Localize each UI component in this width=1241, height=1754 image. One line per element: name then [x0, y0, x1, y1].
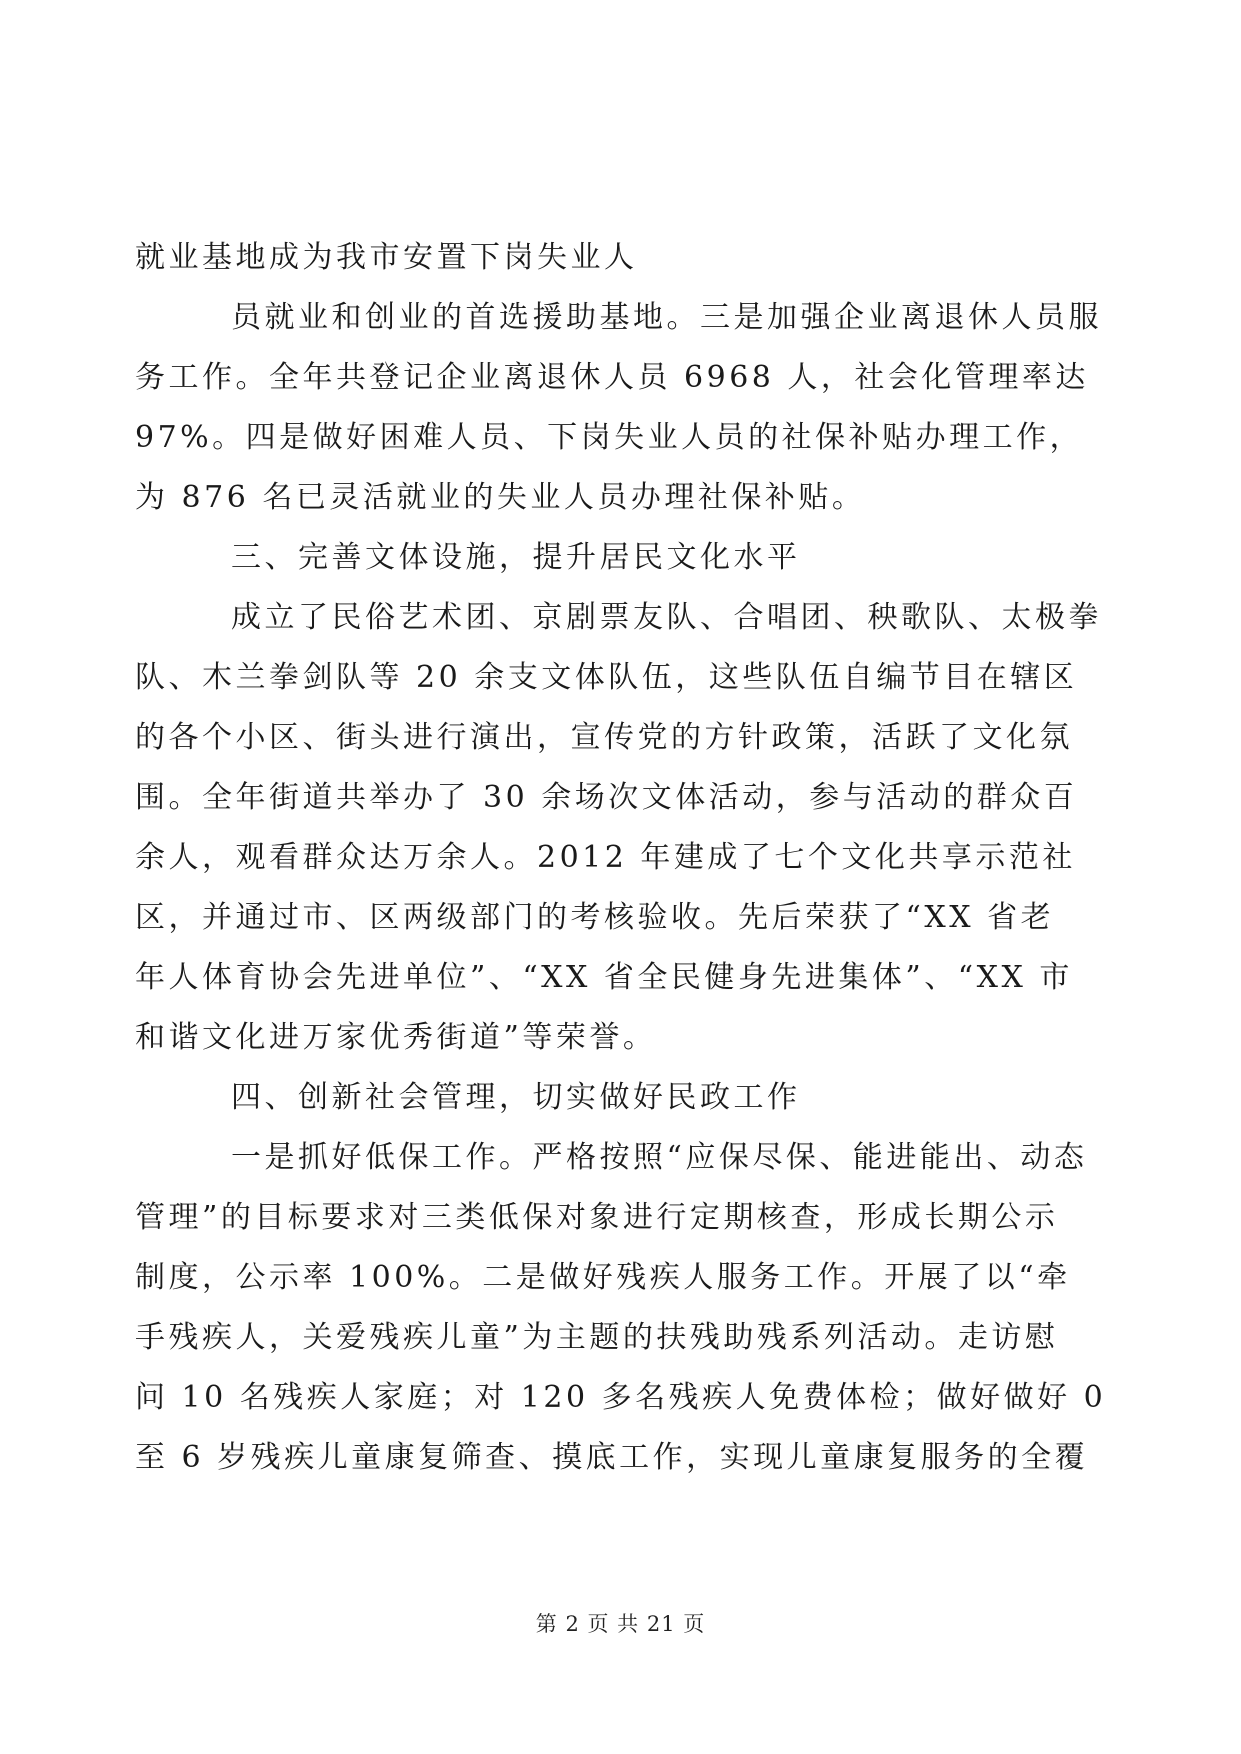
text-line: 为 876 名已灵活就业的失业人员办理社保补贴。	[135, 480, 866, 515]
paragraph-start-line: 员就业和创业的首选援助基地。三是加强企业离退休人员服	[231, 300, 1102, 335]
document-body	[135, 228, 1105, 1488]
text-line: 余人，观看群众达万余人。2012 年建成了七个文化共享示范社	[135, 840, 1076, 875]
text-line: 制度，公示率 100%。二是做好残疾人服务工作。开展了以“牵	[135, 1260, 1071, 1295]
paragraph-start-line: 成立了民俗艺术团、京剧票友队、合唱团、秧歌队、太极拳	[231, 600, 1102, 635]
text-line: 的各个小区、街头进行演出，宣传党的方针政策，活跃了文化氛	[135, 720, 1073, 755]
text-line: 问 10 名残疾人家庭；对 120 多名残疾人免费体检；做好做好 0	[135, 1380, 1107, 1415]
text-line: 围。全年街道共举办了 30 余场次文体活动，参与活动的群众百	[135, 780, 1078, 815]
page-footer: 第 2 页 共 21 页	[535, 1612, 706, 1636]
section-heading-4: 四、创新社会管理，切实做好民政工作	[231, 1080, 801, 1115]
text-line: 区，并通过市、区两级部门的考核验收。先后荣获了“XX 省老	[135, 900, 1055, 935]
text-line: 97%。四是做好困难人员、下岗失业人员的社保补贴办理工作，	[135, 420, 1084, 455]
text-line: 和谐文化进万家优秀街道”等荣誉。	[135, 1020, 657, 1055]
text-line: 至 6 岁残疾儿童康复筛查、摸底工作，实现儿童康复服务的全覆	[135, 1440, 1089, 1475]
text-line: 队、木兰拳剑队等 20 余支文体队伍，这些队伍自编节目在辖区	[135, 660, 1078, 695]
text-line: 管理”的目标要求对三类低保对象进行定期核查，形成长期公示	[135, 1200, 1059, 1235]
section-heading-3: 三、完善文体设施，提升居民文化水平	[231, 540, 801, 575]
text-line: 就业基地成为我市安置下岗失业人	[135, 240, 638, 275]
text-line: 手残疾人，关爱残疾儿童”为主题的扶残助残系列活动。走访慰	[135, 1320, 1059, 1355]
paragraph-start-line: 一是抓好低保工作。严格按照“应保尽保、能进能出、动态	[231, 1140, 1088, 1175]
text-line: 年人体育协会先进单位”、“XX 省全民健身先进集体”、“XX 市	[135, 960, 1073, 995]
text-line: 务工作。全年共登记企业离退休人员 6968 人，社会化管理率达	[135, 360, 1089, 395]
